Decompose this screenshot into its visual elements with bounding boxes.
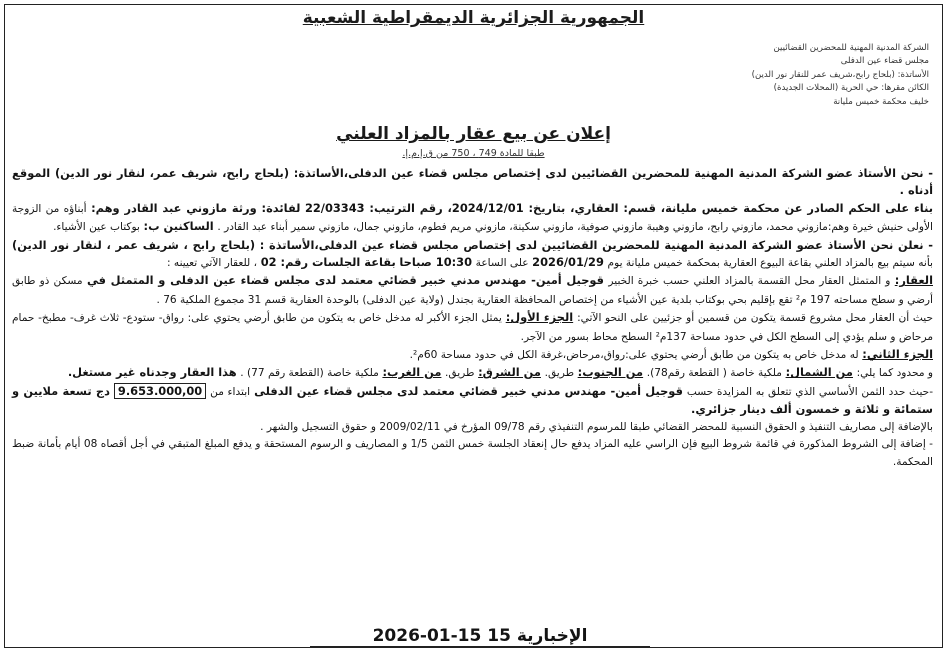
paragraph-part-two [12, 346, 933, 364]
legal-notice-document [10, 8, 937, 636]
paragraph-boundaries [12, 364, 933, 382]
property-intro: و المتمثل العقار محل القسمة بالمزاد العلني حسب خبرة الخبير [608, 275, 891, 288]
notice-title: إعلان عن بيع عقار بالمزاد العلني [336, 124, 611, 144]
newspaper-name: الإخبارية [516, 626, 588, 646]
paragraph-price [12, 383, 933, 419]
announcement-lead: - نعلن نحن الأستاذ عضو الشركة المدنية المهنية للمحضرين القضائيين لدى إختصاص مجلس قضاء عين الدفلى،الأساتذة : (بلحاج رابح ، شريف عمر ، لنقار نور الدين) [12, 237, 933, 252]
paragraph-intro: - نحن الأستاذ عضو الشركة المدنية المهنية للمحضرين القضائيين لدى إختصاص مجلس قضاء عين الدفلى،الأساتذة: (بلحاج رابح، شريف عمر، لنقار نور الدين) الموقع أدناه . [12, 166, 933, 198]
announcement-text: بأنه سيتم بيع بالمزاد العلني بقاعة البيوع العقارية بمحكمة خميس مليانة يوم [607, 257, 933, 270]
part-two-description: له مدخل خاص به يتكون من طابق أرضي يحتوي على:رواق،مرحاض،غرفة الكل في حدود مساحة 60م². [409, 349, 859, 362]
announcement-end: ، للعقار الآتي تعيينه : [166, 257, 258, 270]
issuer-line: الشركة المدنية المهنية للمحضرين القضائيين [773, 43, 929, 53]
publication-date: 2026-01-15 [372, 626, 482, 646]
part-two-label: الجزء الثاني: [862, 347, 933, 362]
issuer-line: الأساتذة: (بلحاج رابح،شريف عمر للنقار نور الدين) [751, 69, 929, 80]
residence-label: الساكنين ب: [143, 219, 214, 234]
price-from-label: ابتداء من [210, 385, 251, 398]
boundaries-intro: و محدود كما يلي: [856, 367, 933, 380]
east-label: من الشرق: [478, 365, 541, 380]
beneficiary-label: لفائدة: ورثة مازوني عبد القادر وهم: [91, 200, 301, 215]
sale-time: 10:30 صباحا [399, 255, 473, 270]
paragraph-property [12, 272, 933, 309]
west-value: ملكية خاصة (القطعة رقم 77) . [240, 367, 379, 380]
beneficiary-names: أبناؤه من الزوجة الأولى حنيش خيرة وهم:مازوني محمد، مازوني رابح، مازوني وهيبة مازوني صوفية، مازوني سكينة، مازوني مريم فطوم، مازوني جمال، مازوني سمير أبناء عبد القادر . [12, 202, 933, 234]
property-label: العقار: [894, 273, 933, 288]
part-one-description: يمثل الجزء الأكبر له مدخل خاص به يتكون من طابق أرضي يحتوي على: رواق- ستودع- ثلاث غرف- مطبخ- حمام مرحاض و سلم يؤدي إلى السطح الكل في حدود مساحة 137م² السطح محاط بسور من الآجر. [12, 312, 933, 343]
issuer-block [599, 42, 929, 109]
issuer-line: مجلس قضاء عين الدفلى [840, 56, 929, 67]
newspaper-footer [310, 626, 650, 647]
expert-name: قوجيل أمين- مهندس مدني خبير قضائي معتمد لدى مجلس قضاء عين الدفلى و المتمثل في [86, 273, 605, 288]
issuer-line: الكائن مقرها: حي الحرية (المحلات الجديدة) [773, 83, 929, 94]
newspaper-issue: 15 [487, 626, 511, 646]
north-value: ملكية خاصة ( القطعة رقم78). [646, 367, 782, 380]
division-intro: حيث أن العقار محل مشروع قسمة يتكون من قسمين أو جزئيين على النحو الآتي: [577, 312, 933, 325]
price-expert: قوجيل أمين- مهندس مدني خبير قضائي معتمد لدى مجلس قضاء عين الدفلى [254, 383, 683, 398]
unused-statement: هذا العقار وجدناه غير مستغل. [67, 365, 237, 380]
paragraph-sale-announcement [12, 237, 933, 273]
time-label: على الساعة [475, 257, 529, 270]
south-value: طريق. [544, 367, 575, 380]
price-intro: -حيث حدد الثمن الأساسي الذي تتعلق به المزايدة حسب [686, 385, 934, 398]
north-label: من الشمال: [785, 365, 853, 380]
issuer-line: خليف محكمة خميس مليانة [833, 96, 929, 107]
price-in-words: دج تسعة ملايين و ستمائة و ثلاثة و خمسون ألف دينار جزائري. [12, 383, 933, 417]
sale-date: 2026/01/29 [532, 255, 604, 270]
notice-body [12, 165, 933, 471]
west-label: من الغرب: [382, 365, 442, 380]
part-one-label: الجزء الأول: [505, 310, 574, 325]
residence-value: بوكتاب عين الأشياء. [53, 221, 140, 234]
base-price: 9.653.000,00 [114, 383, 206, 399]
east-value: طريق. [445, 367, 475, 380]
property-description: مسكن ذو طابق أرضي و سطح مساحته 197 م² تقع بإقليم بحي بوكتاب بلدية عين الأشياء من إختصاص المحافظة العقارية بجندل (ولاية عين الدفلى) بالوحدة العقارية قسم 31 مجموع الملكية 76 . [12, 275, 933, 306]
notice-subtitle: طبقا للمادة 749 ، 750 من ق.إ.م.إ. [402, 148, 545, 159]
hall-number: بقاعة الجلسات رقم: 02 [260, 255, 396, 270]
national-title: الجمهورية الجزائرية الديمقراطية الشعبية [302, 8, 645, 28]
paragraph-fees: بالإضافة إلى مصاريف التنفيذ و الحقوق النسبية للمحضر القضائي طبقا للمرسوم التنفيذي رقم 09/78 المؤرخ في 2009/02/11 و حقوق التسجيل والشهر . [260, 420, 933, 433]
paragraph-judgment [12, 200, 933, 237]
paragraph-part-one [12, 309, 933, 346]
south-label: من الجنوب: [577, 365, 644, 380]
judgment-reference: بناء على الحكم الصادر عن محكمة خميس مليانة، قسم: العقاري، بتاريخ: 2024/12/01، رقم الترتيب: 22/03343 [304, 200, 933, 215]
paragraph-payment-terms: - إضافة إلى الشروط المذكورة في قائمة شروط البيع فإن الراسي عليه المزاد يدفع حال إنعقاد الجلسة خمس الثمن 1/5 و المصاريف و الرسوم المستحقة و يدفع المبلغ المتبقي في أجل أقصاه 08 أيام بأمانة ضبط المحكمة. [12, 438, 934, 468]
